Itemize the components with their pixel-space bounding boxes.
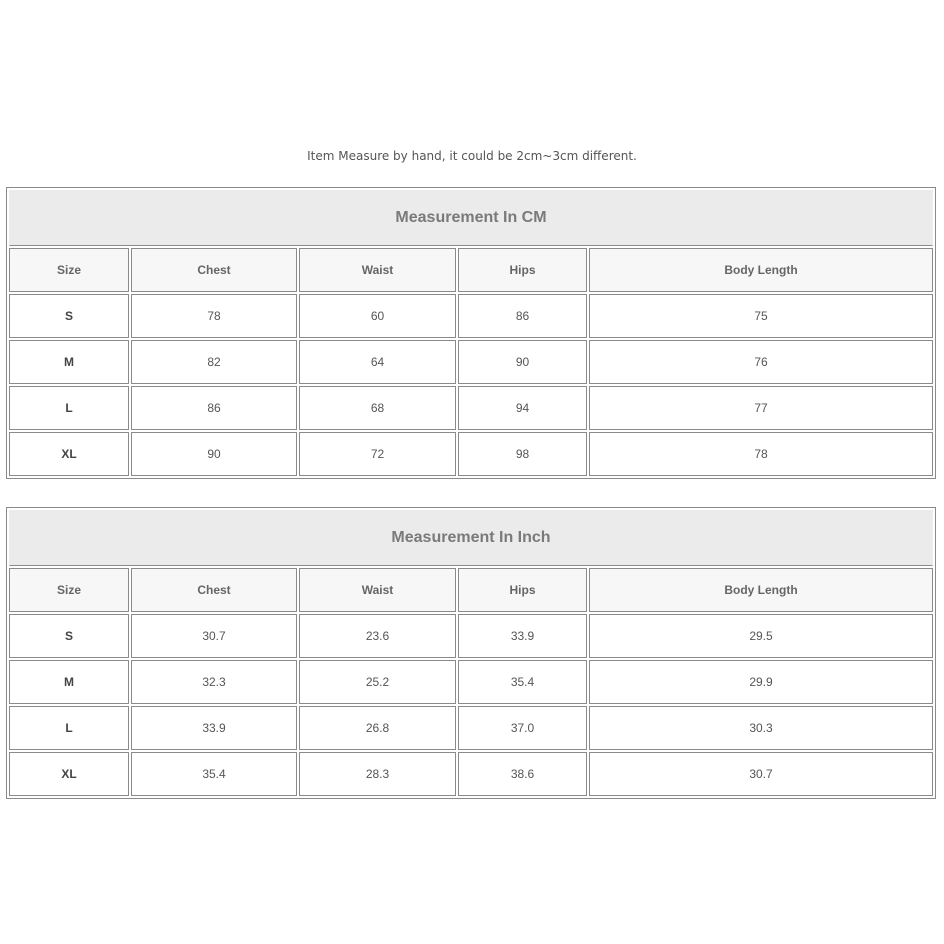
hips-cell: 98 <box>458 432 587 476</box>
waist-cell: 26.8 <box>299 706 456 750</box>
table-title-row <box>9 510 933 566</box>
body-length-cell: 76 <box>589 340 933 384</box>
size-cell: S <box>9 614 129 658</box>
size-table-inch <box>6 507 936 799</box>
measurement-note: Item Measure by hand, it could be 2cm~3cm different. <box>307 149 637 163</box>
column-header-waist: Waist <box>299 248 456 292</box>
body-length-cell: 75 <box>589 294 933 338</box>
body-length-cell: 77 <box>589 386 933 430</box>
column-header-chest: Chest <box>131 248 297 292</box>
hips-cell: 35.4 <box>458 660 587 704</box>
size-cell: M <box>9 660 129 704</box>
size-cell: XL <box>9 752 129 796</box>
hips-cell: 37.0 <box>458 706 587 750</box>
size-cell: XL <box>9 432 129 476</box>
body-length-cell: 30.7 <box>589 752 933 796</box>
table-row <box>9 294 933 338</box>
column-header-body-length: Body Length <box>589 568 933 612</box>
table-row <box>9 614 933 658</box>
hips-cell: 33.9 <box>458 614 587 658</box>
waist-cell: 23.6 <box>299 614 456 658</box>
hips-cell: 94 <box>458 386 587 430</box>
chest-cell: 82 <box>131 340 297 384</box>
body-length-cell: 30.3 <box>589 706 933 750</box>
waist-cell: 68 <box>299 386 456 430</box>
table-header-row <box>9 568 933 612</box>
size-cell: L <box>9 386 129 430</box>
size-cell: L <box>9 706 129 750</box>
waist-cell: 28.3 <box>299 752 456 796</box>
hips-cell: 86 <box>458 294 587 338</box>
waist-cell: 72 <box>299 432 456 476</box>
column-header-size: Size <box>9 568 129 612</box>
table-row <box>9 752 933 796</box>
table-title: Measurement In Inch <box>9 510 933 566</box>
body-length-cell: 78 <box>589 432 933 476</box>
table-title-row <box>9 190 933 246</box>
hips-cell: 38.6 <box>458 752 587 796</box>
body-length-cell: 29.9 <box>589 660 933 704</box>
column-header-hips: Hips <box>458 568 587 612</box>
table-row <box>9 386 933 430</box>
chest-cell: 35.4 <box>131 752 297 796</box>
table-header-row <box>9 248 933 292</box>
table-row <box>9 660 933 704</box>
table-row <box>9 340 933 384</box>
chest-cell: 86 <box>131 386 297 430</box>
table-row <box>9 432 933 476</box>
size-table-cm <box>6 187 936 479</box>
chest-cell: 32.3 <box>131 660 297 704</box>
table-row <box>9 706 933 750</box>
column-header-waist: Waist <box>299 568 456 612</box>
column-header-size: Size <box>9 248 129 292</box>
chest-cell: 90 <box>131 432 297 476</box>
column-header-body-length: Body Length <box>589 248 933 292</box>
waist-cell: 25.2 <box>299 660 456 704</box>
size-cell: S <box>9 294 129 338</box>
waist-cell: 64 <box>299 340 456 384</box>
body-length-cell: 29.5 <box>589 614 933 658</box>
hips-cell: 90 <box>458 340 587 384</box>
size-cell: M <box>9 340 129 384</box>
column-header-chest: Chest <box>131 568 297 612</box>
table-title: Measurement In CM <box>9 190 933 246</box>
chest-cell: 30.7 <box>131 614 297 658</box>
chest-cell: 78 <box>131 294 297 338</box>
column-header-hips: Hips <box>458 248 587 292</box>
waist-cell: 60 <box>299 294 456 338</box>
chest-cell: 33.9 <box>131 706 297 750</box>
